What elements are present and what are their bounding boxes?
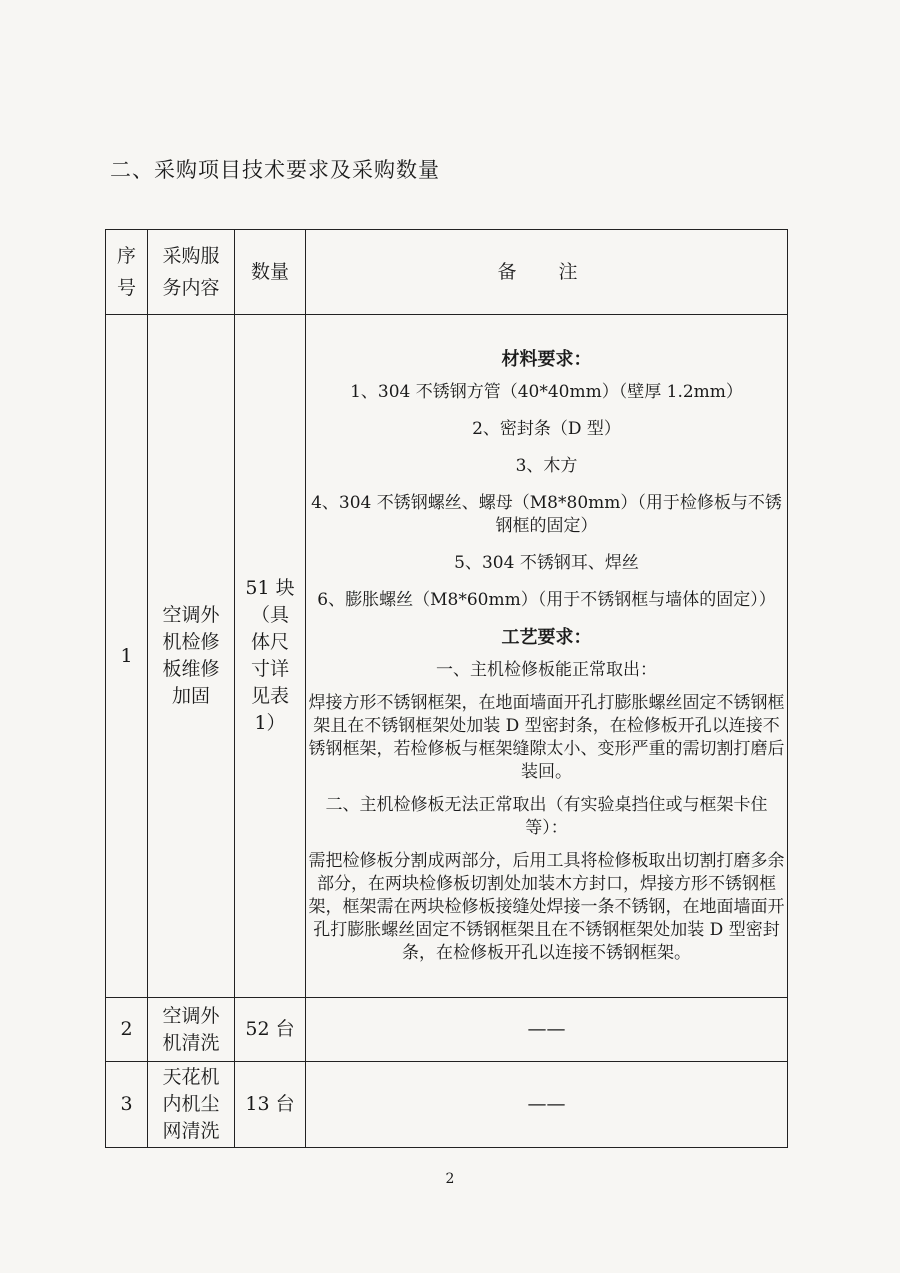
header-content: 采购服 务内容 (148, 230, 235, 315)
case1-text: 焊接方形不锈钢框架，在地面墙面开孔打膨胀螺丝固定不锈钢框架且在不锈钢框架处加装 D 型密封条，在检修板开孔以连接不锈钢框架，若检修板与框架缝隙太小、变形严重的需切割打磨后装回。 (308, 692, 785, 782)
case2-text: 需把检修板分割成两部分，后用工具将检修板取出切割打磨多余部分，在两块检修板切割处加装木方封口，焊接方形不锈钢框架，框架需在两块检修板接缝处焊接一条不锈钢，在地面墙面开孔打膨胀螺丝固定不锈钢框架且在不锈钢框架处加装 D 型密封条，在检修板开孔以连接不锈钢框架。 (308, 850, 785, 963)
procurement-table (105, 229, 788, 1148)
row-content: 空调外 机检修 板维修 加固 (148, 315, 235, 998)
table-row (106, 315, 788, 998)
material-item: 6、膨胀螺丝（M8*60mm）（用于不锈钢框与墙体的固定）） (317, 589, 776, 610)
row-index: 1 (106, 315, 148, 998)
row-qty: 13 台 (235, 1062, 306, 1148)
case2-title: 二、主机检修板无法正常取出（有实验桌挡住或与框架卡住等）： (325, 794, 768, 838)
page-number: 2 (445, 1171, 455, 1187)
table-row (106, 998, 788, 1062)
material-item: 5、304 不锈钢耳、焊丝 (454, 552, 639, 573)
row-content: 空调外 机清洗 (148, 998, 235, 1062)
row-content: 天花机 内机尘 网清洗 (148, 1062, 235, 1148)
row-remarks: —— (306, 1062, 788, 1148)
materials-title: 材料要求： (501, 348, 592, 370)
material-item: 1、304 不锈钢方管（40*40mm）（壁厚 1.2mm） (350, 381, 743, 402)
header-remarks: 备 注 (306, 230, 788, 315)
header-qty: 数量 (235, 230, 306, 315)
row-qty: 52 台 (235, 998, 306, 1062)
process-title: 工艺要求： (501, 626, 592, 648)
material-item: 4、304 不锈钢螺丝、螺母（M8*80mm）（用于检修板与不锈钢框的固定） (311, 492, 782, 536)
row-qty: 51 块 （具 体尺 寸详 见表 1） (235, 315, 306, 998)
material-item: 3、木方 (515, 455, 578, 476)
header-index: 序 号 (106, 230, 148, 315)
row-index: 2 (106, 998, 148, 1062)
table-header-row (106, 230, 788, 315)
material-item: 2、密封条（D 型） (472, 418, 621, 439)
row-remarks (306, 315, 788, 998)
row-remarks: —— (306, 998, 788, 1062)
table-row (106, 1062, 788, 1148)
section-heading: 二、采购项目技术要求及采购数量 (110, 158, 440, 182)
row-index: 3 (106, 1062, 148, 1148)
case1-title: 一、主机检修板能正常取出： (436, 659, 657, 680)
